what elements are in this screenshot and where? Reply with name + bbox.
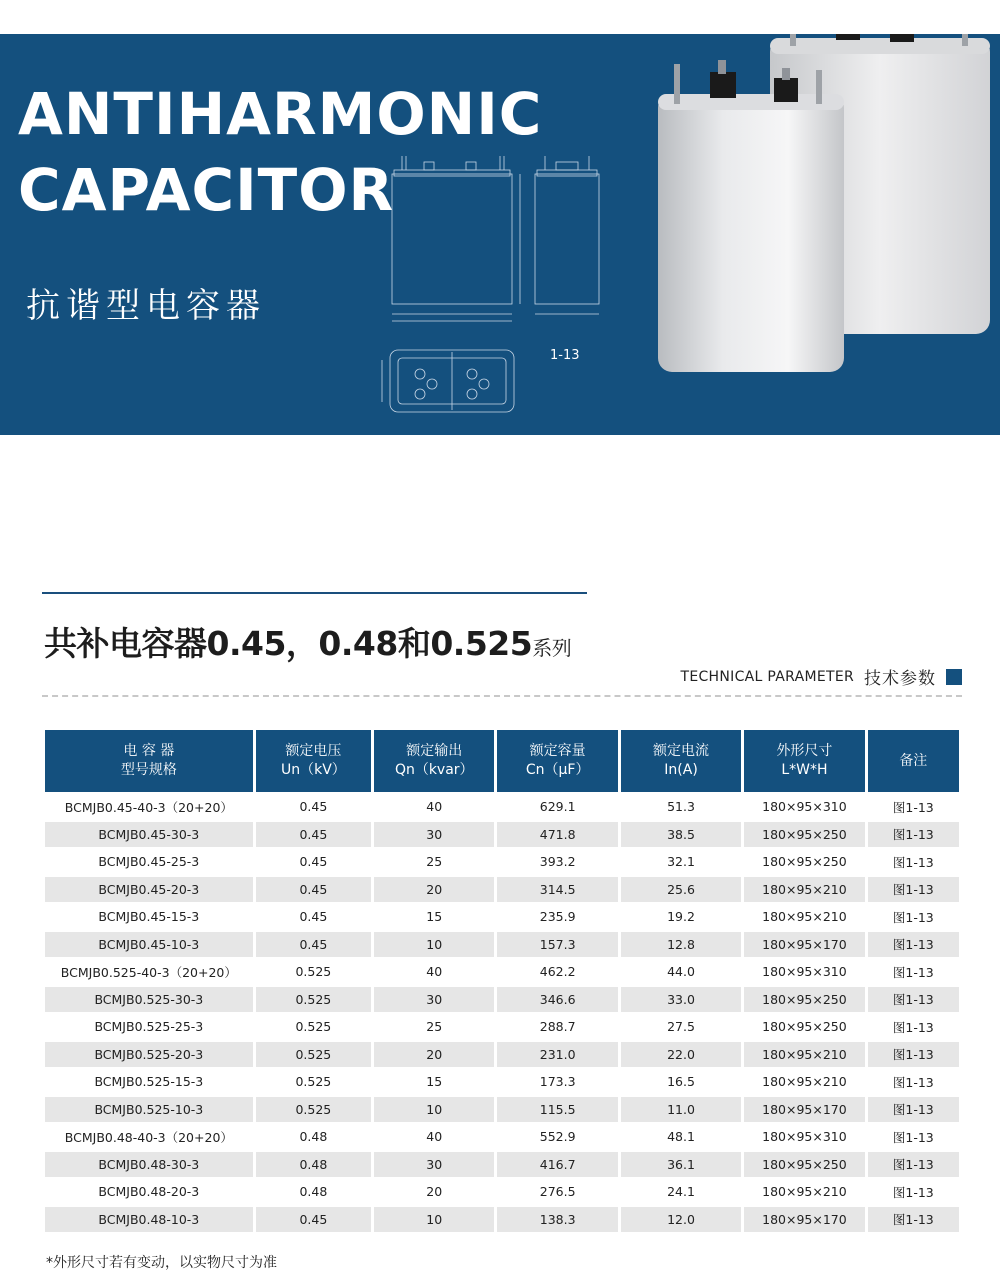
cell-model: BCMJB0.45-30-3 [45,822,253,848]
cell-dimensions: 180×95×210 [744,1069,864,1095]
cell-model: BCMJB0.48-30-3 [45,1152,253,1178]
cell-current: 38.5 [621,822,741,848]
cell-model: BCMJB0.525-40-3（20+20） [45,959,253,985]
cell-current: 44.0 [621,959,741,985]
cell-output: 20 [374,877,494,903]
cell-output: 15 [374,1069,494,1095]
cell-remark: 图1-13 [868,822,959,848]
cell-capacitance: 629.1 [497,794,617,820]
page-title-cn: 抗谐型电容器 [26,286,266,326]
table-row [45,1042,959,1068]
section-title [44,618,571,665]
cell-output: 20 [374,1042,494,1068]
cell-capacitance: 288.7 [497,1014,617,1040]
cell-output: 40 [374,794,494,820]
technical-parameter-label [680,664,962,689]
table-body [45,794,959,1232]
cell-remark: 图1-13 [868,959,959,985]
cell-capacitance: 462.2 [497,959,617,985]
cell-current: 12.8 [621,932,741,958]
cell-output: 25 [374,849,494,875]
cell-voltage: 0.48 [256,1124,371,1150]
table-row [45,932,959,958]
cell-current: 51.3 [621,794,741,820]
cell-voltage: 0.525 [256,987,371,1013]
table-row [45,877,959,903]
cell-model: BCMJB0.45-10-3 [45,932,253,958]
header-dimensions: 外形尺寸 L*W*H [744,730,864,792]
table-row [45,1097,959,1123]
cell-remark: 图1-13 [868,794,959,820]
footnote: *外形尺寸若有变动，以实物尺寸为准 [46,1255,277,1271]
cell-dimensions: 180×95×170 [744,1097,864,1123]
table-row [45,849,959,875]
cell-output: 15 [374,904,494,930]
cell-remark: 图1-13 [868,932,959,958]
cell-voltage: 0.45 [256,932,371,958]
figure-label: 1-13 [550,348,580,363]
table-row [45,1179,959,1205]
cell-model: BCMJB0.45-25-3 [45,849,253,875]
cell-capacitance: 173.3 [497,1069,617,1095]
cell-output: 30 [374,987,494,1013]
cell-voltage: 0.48 [256,1179,371,1205]
cell-dimensions: 180×95×250 [744,849,864,875]
cell-dimensions: 180×95×250 [744,987,864,1013]
cell-capacitance: 138.3 [497,1207,617,1233]
cell-capacitance: 115.5 [497,1097,617,1123]
table-header-row [45,730,959,792]
cell-capacitance: 314.5 [497,877,617,903]
cell-dimensions: 180×95×250 [744,822,864,848]
header-current: 额定电流 In(A) [621,730,741,792]
cell-capacitance: 346.6 [497,987,617,1013]
cell-current: 22.0 [621,1042,741,1068]
cell-current: 12.0 [621,1207,741,1233]
tech-param-cn: 技术参数 [864,669,936,689]
cell-capacitance: 157.3 [497,932,617,958]
cell-model: BCMJB0.525-25-3 [45,1014,253,1040]
cell-voltage: 0.525 [256,1097,371,1123]
cell-voltage: 0.525 [256,1014,371,1040]
cell-model: BCMJB0.48-10-3 [45,1207,253,1233]
cell-current: 19.2 [621,904,741,930]
cell-dimensions: 180×95×250 [744,1152,864,1178]
cell-model: BCMJB0.48-20-3 [45,1179,253,1205]
parameter-table [42,728,962,1234]
cell-dimensions: 180×95×170 [744,1207,864,1233]
cell-remark: 图1-13 [868,1179,959,1205]
cell-capacitance: 552.9 [497,1124,617,1150]
cell-remark: 图1-13 [868,1152,959,1178]
cell-current: 16.5 [621,1069,741,1095]
table-row [45,959,959,985]
cell-remark: 图1-13 [868,1042,959,1068]
cell-current: 33.0 [621,987,741,1013]
cell-current: 36.1 [621,1152,741,1178]
cell-dimensions: 180×95×210 [744,1042,864,1068]
cell-capacitance: 416.7 [497,1152,617,1178]
cell-current: 27.5 [621,1014,741,1040]
tech-param-en: TECHNICAL PARAMETER [680,668,854,685]
header-capacitance: 额定容量 Cn（μF） [497,730,617,792]
header-output: 额定输出 Qn（kvar） [374,730,494,792]
table-row [45,904,959,930]
cell-dimensions: 180×95×170 [744,932,864,958]
cell-output: 40 [374,1124,494,1150]
cell-model: BCMJB0.45-15-3 [45,904,253,930]
cell-model: BCMJB0.525-10-3 [45,1097,253,1123]
square-marker-icon [946,669,962,685]
cell-current: 24.1 [621,1179,741,1205]
hero-banner [0,34,1000,435]
cell-dimensions: 180×95×210 [744,904,864,930]
header-remark: 备注 [868,730,959,792]
table-row [45,987,959,1013]
cell-dimensions: 180×95×310 [744,1124,864,1150]
cell-dimensions: 180×95×310 [744,794,864,820]
cell-model: BCMJB0.525-30-3 [45,987,253,1013]
table-row [45,1207,959,1233]
section-rule [42,592,587,594]
cell-output: 30 [374,822,494,848]
section-title-main: 共补电容器0.45，0.48和0.525 [44,624,533,663]
cell-remark: 图1-13 [868,849,959,875]
cell-dimensions: 180×95×210 [744,877,864,903]
cell-current: 48.1 [621,1124,741,1150]
cell-remark: 图1-13 [868,987,959,1013]
table-row [45,1124,959,1150]
cell-model: BCMJB0.525-15-3 [45,1069,253,1095]
cell-output: 25 [374,1014,494,1040]
cell-voltage: 0.48 [256,1152,371,1178]
cell-remark: 图1-13 [868,1069,959,1095]
cell-remark: 图1-13 [868,877,959,903]
dimension-drawing [380,146,610,416]
cell-output: 10 [374,1207,494,1233]
cell-voltage: 0.45 [256,849,371,875]
table-row [45,822,959,848]
cell-voltage: 0.45 [256,794,371,820]
cell-remark: 图1-13 [868,1207,959,1233]
cell-voltage: 0.45 [256,877,371,903]
cell-remark: 图1-13 [868,904,959,930]
cell-model: BCMJB0.45-20-3 [45,877,253,903]
cell-voltage: 0.525 [256,1042,371,1068]
header-voltage: 额定电压 Un（kV） [256,730,371,792]
table-row [45,1069,959,1095]
dashed-divider [42,695,962,697]
cell-capacitance: 231.0 [497,1042,617,1068]
cell-remark: 图1-13 [868,1014,959,1040]
cell-remark: 图1-13 [868,1124,959,1150]
title-line-1: ANTIHARMONIC [18,80,543,148]
cell-output: 10 [374,932,494,958]
cell-voltage: 0.45 [256,1207,371,1233]
cell-model: BCMJB0.48-40-3（20+20） [45,1124,253,1150]
cell-output: 10 [374,1097,494,1123]
cell-remark: 图1-13 [868,1097,959,1123]
cell-model: BCMJB0.525-20-3 [45,1042,253,1068]
header-model: 电 容 器 型号规格 [45,730,253,792]
cell-output: 40 [374,959,494,985]
section-title-suffix: 系列 [532,636,572,660]
cell-current: 32.1 [621,849,741,875]
cell-dimensions: 180×95×250 [744,1014,864,1040]
cell-capacitance: 235.9 [497,904,617,930]
table-row [45,1152,959,1178]
cell-output: 20 [374,1179,494,1205]
cell-voltage: 0.525 [256,959,371,985]
cell-voltage: 0.45 [256,904,371,930]
cell-capacitance: 276.5 [497,1179,617,1205]
table-row [45,794,959,820]
cell-capacitance: 471.8 [497,822,617,848]
cell-dimensions: 180×95×210 [744,1179,864,1205]
cell-dimensions: 180×95×310 [744,959,864,985]
cell-output: 30 [374,1152,494,1178]
capacitor-product-image [650,34,1000,379]
cell-current: 25.6 [621,877,741,903]
cell-capacitance: 393.2 [497,849,617,875]
cell-current: 11.0 [621,1097,741,1123]
cell-voltage: 0.525 [256,1069,371,1095]
cell-voltage: 0.45 [256,822,371,848]
cell-model: BCMJB0.45-40-3（20+20） [45,794,253,820]
title-line-2: CAPACITOR [18,156,395,224]
table-row [45,1014,959,1040]
